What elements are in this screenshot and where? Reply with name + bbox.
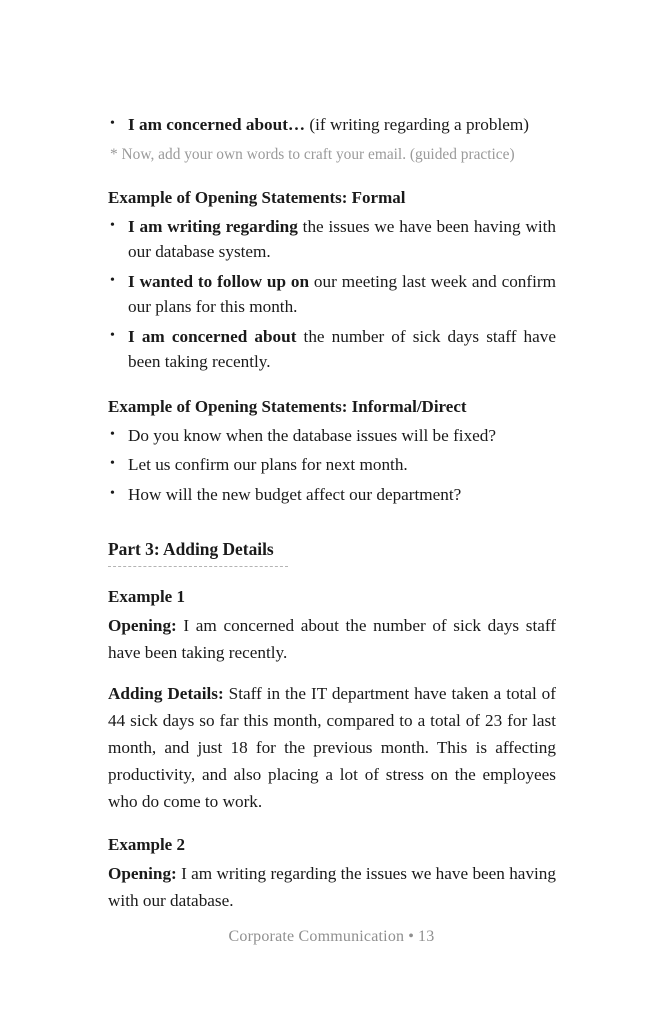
- footer-book-title: Corporate Communication: [228, 928, 405, 945]
- part3-heading: Part 3: Adding Details: [108, 537, 274, 567]
- top-bullet-list: [108, 112, 556, 138]
- bullet-rest-text: (if writing regarding a problem): [305, 115, 529, 134]
- list-item: [108, 452, 556, 478]
- bullet-rest-text: Do you know when the database issues will be fixed?: [128, 425, 497, 445]
- formal-section-heading: Example of Opening Statements: Formal: [108, 187, 406, 207]
- bullet-lead-phrase: I am writing regarding: [128, 216, 298, 236]
- bullet-lead-phrase: I wanted to follow up on: [128, 271, 310, 291]
- example-1-title: Example 1: [108, 587, 185, 606]
- list-item: [108, 423, 556, 449]
- bullet-rest-text: the number of sick days staff have been taking recently.: [128, 326, 556, 371]
- opening-label: Opening:: [108, 864, 177, 883]
- page-content: [108, 112, 556, 914]
- bullet-rest-text: the issues we have been having with our database system.: [128, 216, 556, 261]
- opening-text: I am writing regarding the issues we have been having with our database.: [108, 864, 556, 910]
- footer-page-number: 13: [418, 928, 435, 945]
- bullet-lead-phrase: I am concerned about…: [128, 115, 306, 134]
- list-item: [108, 269, 556, 320]
- informal-section-heading: Example of Opening Statements: Informal/Direct: [108, 396, 467, 416]
- list-item: [108, 112, 556, 138]
- adding-details-text: Staff in the IT department have taken a total of 44 sick days so far this month, compared to a total of 23 for last month, and just 18 for the previous month. This is affecting productivity, and also placing a lot of stress on the employees who do come to work.: [108, 684, 556, 811]
- list-item: [108, 214, 556, 265]
- guided-practice-note: * Now, add your own words to craft your email. (guided practice): [110, 145, 515, 163]
- bullet-rest-text: Let us confirm our plans for next month.: [128, 455, 408, 474]
- footer-separator-dot: •: [408, 928, 415, 945]
- opening-text: I am concerned about the number of sick days staff have been taking recently.: [108, 616, 556, 662]
- example-2-opening: [108, 860, 556, 914]
- opening-label: Opening:: [108, 616, 177, 635]
- list-item: [108, 482, 556, 508]
- page-footer: [0, 928, 663, 946]
- formal-bullet-list: [108, 214, 556, 375]
- example-2-title: Example 2: [108, 835, 185, 854]
- example-1-opening: [108, 612, 556, 666]
- adding-details-label: Adding Details:: [108, 684, 224, 703]
- bullet-rest-text: our meeting last week and confirm our plans for this month.: [128, 271, 556, 316]
- informal-bullet-list: [108, 423, 556, 508]
- bullet-rest-text: How will the new budget affect our department?: [128, 484, 462, 504]
- bullet-lead-phrase: I am concerned about: [128, 326, 297, 346]
- list-item: [108, 324, 556, 375]
- example-1-adding-details: [108, 680, 556, 815]
- part3-heading-wrapper: [108, 511, 556, 567]
